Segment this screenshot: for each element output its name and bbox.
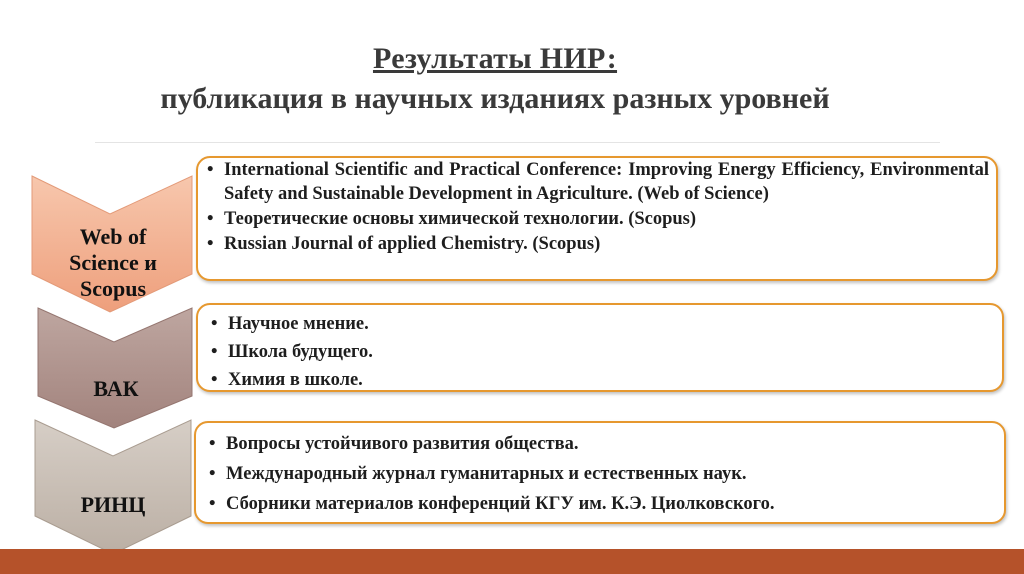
title-divider (95, 142, 940, 143)
publication-item: • Химия в школе. (208, 366, 992, 394)
footer-bar (0, 549, 1024, 574)
publication-list-rinc (206, 429, 994, 519)
publication-item: • Школа будущего. (208, 338, 992, 366)
publication-item: • International Scientific and Practical Conference: Improving Energy Efficiency, Environmental Safety and Sustainable Development in Agriculture. (Web of Science) (204, 158, 989, 206)
publication-list-vak (208, 310, 992, 394)
slide-subtitle: публикация в научных изданиях разных уровней (160, 82, 830, 115)
publication-box-vak (196, 303, 1004, 392)
chevron-label-vak: ВАК (93, 376, 139, 401)
publication-item: • Сборники материалов конференций КГУ им. К.Э. Циолковского. (206, 489, 994, 519)
chevron-label-rinc: РИНЦ (80, 492, 146, 517)
publication-item: • Вопросы устойчивого развития общества. (206, 429, 994, 459)
chevron-label-web-of-science-scopus: Web of Science и Scopus (69, 224, 157, 301)
chevron-rinc (33, 418, 193, 556)
publication-box-rinc (194, 421, 1006, 524)
chevron-vak (36, 306, 194, 430)
publication-item: • Russian Journal of applied Chemistry. (Scopus) (204, 232, 989, 256)
publication-item: • Научное мнение. (208, 310, 992, 338)
publication-list-web-of-science-scopus (204, 158, 989, 256)
publication-box-web-of-science-scopus (196, 156, 998, 281)
slide-title: Результаты НИР: (372, 42, 618, 75)
publication-item: • Международный журнал гуманитарных и естественных наук. (206, 459, 994, 489)
publication-item: • Теоретические основы химической технологии. (Scopus) (204, 207, 989, 231)
